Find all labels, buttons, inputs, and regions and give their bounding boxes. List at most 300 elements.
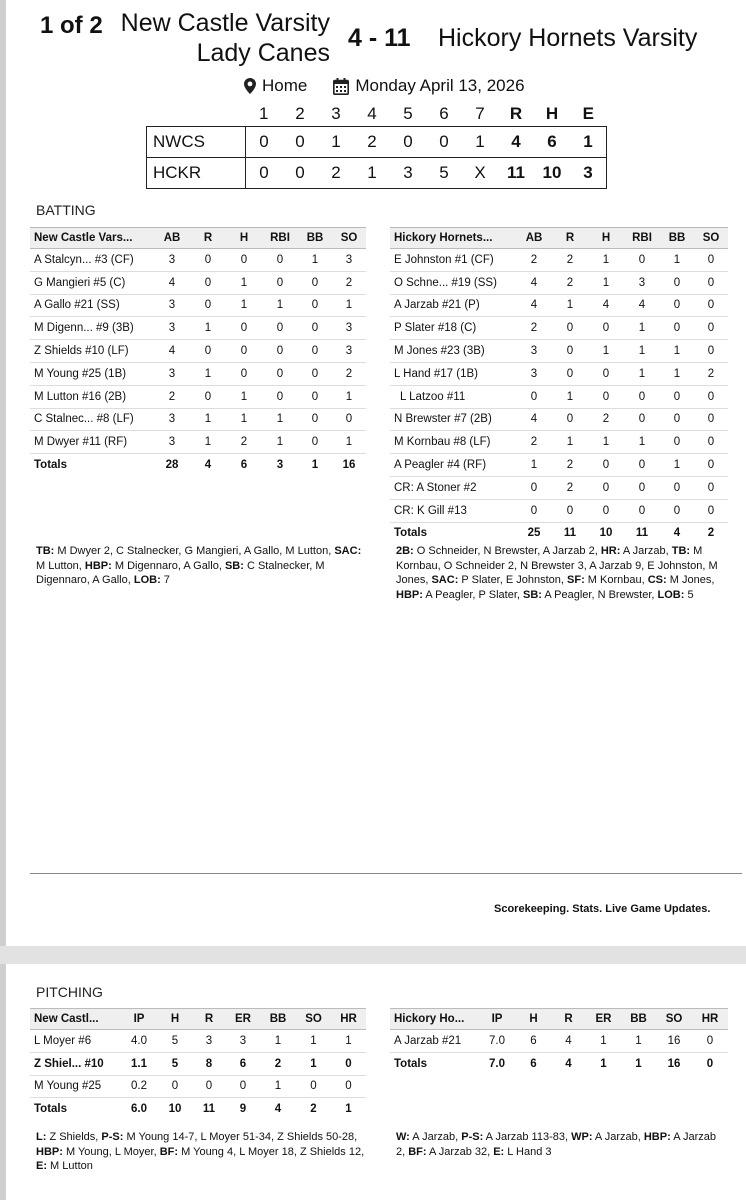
- stat-cell: 3: [332, 249, 366, 272]
- player-row: [390, 249, 728, 272]
- note-key: HBP:: [396, 588, 423, 601]
- stat-cell: 16: [342, 459, 356, 472]
- stat-cell: 0: [588, 454, 624, 477]
- stat-cell: 0: [190, 294, 226, 317]
- stat-cell: 1: [660, 249, 694, 272]
- stat-column-header: H: [516, 1009, 551, 1030]
- stat-cell: 16: [656, 1030, 692, 1053]
- stat-cell: 2: [552, 454, 588, 477]
- runs-header: R: [509, 104, 523, 123]
- home-batting-table: [30, 227, 366, 476]
- stat-cell: 2: [552, 476, 588, 499]
- stat-column-header: HR: [692, 1009, 728, 1030]
- stat-cell: 0: [226, 1075, 260, 1098]
- stat-cell: 3: [154, 317, 190, 340]
- stat-cell: 0: [262, 317, 298, 340]
- stat-column-header: BB: [660, 228, 694, 249]
- stat-cell: 1: [600, 1057, 607, 1070]
- stat-column-header: R: [551, 1009, 586, 1030]
- player-name: L Latzoo #11: [390, 385, 516, 408]
- stat-cell: 1: [296, 1052, 331, 1075]
- stat-cell: 0: [694, 317, 728, 340]
- player-name: L Hand #17 (1B): [390, 362, 516, 385]
- note-value: P Slater, E Johnston,: [458, 574, 568, 587]
- stat-cell: 1: [332, 294, 366, 317]
- stat-cell: 1: [260, 1075, 296, 1098]
- stat-cell: 0: [552, 362, 588, 385]
- stat-cell: 2: [552, 271, 588, 294]
- player-row: [390, 271, 728, 294]
- player-row: [30, 340, 366, 363]
- stat-cell: 11: [635, 527, 649, 540]
- stat-cell: 0: [694, 408, 728, 431]
- stat-cell: 10: [168, 1103, 182, 1116]
- stat-column-header: RBI: [262, 228, 298, 249]
- stat-cell: 0: [226, 249, 262, 272]
- player-name: A Gallo #21 (SS): [30, 294, 154, 317]
- stat-cell: 0: [298, 408, 332, 431]
- inning-score: 0: [403, 132, 413, 151]
- stat-cell: 2: [707, 527, 715, 540]
- stat-column-header: RBI: [624, 228, 660, 249]
- calendar-icon: [333, 78, 349, 95]
- stat-cell: 7.0: [478, 1030, 516, 1053]
- player-name: CR: K Gill #13: [390, 499, 516, 522]
- stat-cell: 5: [158, 1030, 192, 1053]
- stat-cell: 0: [331, 1052, 366, 1075]
- stat-cell: 2: [332, 362, 366, 385]
- inning-score: 0: [246, 158, 283, 189]
- player-row: [30, 249, 366, 272]
- stat-column-header: BB: [260, 1009, 296, 1030]
- stat-cell: 0: [262, 362, 298, 385]
- stat-cell: 1: [588, 271, 624, 294]
- away-batting-table: [390, 227, 728, 544]
- inning-header: 3: [331, 104, 341, 123]
- final-score: 4 - 11: [348, 24, 411, 52]
- stat-cell: 3: [154, 362, 190, 385]
- stat-cell: 0: [226, 362, 262, 385]
- game-location: Home: [262, 76, 308, 95]
- note-key: WP:: [571, 1131, 593, 1143]
- player-name: G Mangieri #5 (C): [30, 271, 154, 294]
- stat-cell: 4: [565, 1057, 572, 1070]
- stat-column-header: H: [158, 1009, 192, 1030]
- stat-cell: 0: [296, 1075, 331, 1098]
- stat-cell: 1: [624, 340, 660, 363]
- stat-cell: 0: [516, 476, 552, 499]
- inning-header: 5: [403, 104, 413, 123]
- player-name: O Schne... #19 (SS): [390, 271, 516, 294]
- note-value: M Dwyer 2, C Stalnecker, G Mangieri, A Gallo, M Lutton,: [54, 545, 335, 557]
- stat-cell: 5: [158, 1052, 192, 1075]
- stat-cell: 1: [588, 431, 624, 454]
- page-break: [0, 946, 746, 964]
- page-indicator: 1 of 2: [40, 12, 103, 39]
- player-name: L Moyer #6: [30, 1030, 120, 1053]
- stat-cell: 1: [262, 431, 298, 454]
- stat-cell: 0: [552, 340, 588, 363]
- note-key: SB:: [224, 559, 244, 572]
- stat-cell: 0: [190, 271, 226, 294]
- stat-cell: 1: [190, 431, 226, 454]
- stat-cell: 0: [192, 1075, 226, 1098]
- stat-cell: 3: [226, 1030, 260, 1053]
- inning-score: 1: [367, 163, 377, 182]
- stat-cell: 10: [599, 527, 613, 540]
- team-column-header: Hickory Ho...: [390, 1009, 478, 1030]
- game-meta: [244, 76, 525, 96]
- player-name: M Kornbau #8 (LF): [390, 431, 516, 454]
- stat-cell: 1: [624, 317, 660, 340]
- stat-cell: 3: [154, 431, 190, 454]
- stat-cell: 1: [190, 408, 226, 431]
- stat-column-header: H: [588, 228, 624, 249]
- stat-cell: 0.2: [120, 1075, 158, 1098]
- errors-total: 1: [570, 127, 607, 158]
- stat-cell: 1: [345, 1103, 352, 1116]
- stat-cell: 3: [154, 294, 190, 317]
- note-value: A Jarzab 2,: [396, 1131, 720, 1158]
- stat-cell: 1: [331, 1030, 366, 1053]
- player-row: [30, 362, 366, 385]
- stat-cell: 3: [516, 340, 552, 363]
- stat-cell: 6.0: [131, 1103, 147, 1116]
- inning-header: 4: [367, 104, 377, 123]
- note-value: A Jarzab 113-83,: [483, 1131, 572, 1143]
- stat-cell: 1: [296, 1030, 331, 1053]
- player-row: [30, 317, 366, 340]
- inning-header: 6: [439, 104, 449, 123]
- note-key: E:: [36, 1160, 47, 1173]
- note-value: M Young, L Moyer,: [62, 1145, 160, 1158]
- player-name: N Brewster #7 (2B): [390, 408, 516, 431]
- stat-cell: 0: [694, 340, 728, 363]
- footer-divider: [30, 873, 742, 874]
- stat-cell: 0: [516, 385, 552, 408]
- note-value: M Lutton: [47, 1160, 93, 1173]
- stat-cell: 1.1: [120, 1052, 158, 1075]
- note-key: BF:: [159, 1145, 179, 1158]
- stat-cell: 3: [332, 317, 366, 340]
- stat-cell: 0: [624, 408, 660, 431]
- player-name: A Jarzab #21: [390, 1030, 478, 1053]
- stat-column-header: HR: [331, 1009, 366, 1030]
- stat-cell: 0: [624, 249, 660, 272]
- player-name: M Young #25: [30, 1075, 120, 1098]
- home-team-name: New Castle Varsity Lady Canes: [120, 9, 330, 67]
- stat-column-header: SO: [332, 228, 366, 249]
- note-key: W:: [396, 1131, 410, 1143]
- note-key: BF:: [408, 1145, 427, 1158]
- stat-cell: 3: [192, 1030, 226, 1053]
- inning-score: 0: [295, 163, 305, 182]
- stat-cell: 0: [660, 408, 694, 431]
- stat-cell: 7.0: [489, 1057, 505, 1070]
- stat-cell: 1: [190, 317, 226, 340]
- note-key: SAC:: [431, 574, 459, 587]
- inning-header: 7: [475, 104, 485, 123]
- stat-column-header: IP: [478, 1009, 516, 1030]
- note-value: Z Shields,: [46, 1131, 102, 1143]
- stat-cell: 4: [516, 271, 552, 294]
- stat-cell: 1: [586, 1030, 621, 1053]
- stat-cell: 0: [588, 317, 624, 340]
- stat-cell: 0: [660, 317, 694, 340]
- note-value: O Schneider, N Brewster, A Jarzab 2,: [413, 545, 601, 557]
- table-header-row: [30, 1009, 366, 1030]
- errors-total: 3: [570, 158, 607, 189]
- note-key: TB:: [36, 545, 55, 557]
- note-value: M Kornbau,: [584, 574, 648, 587]
- stat-cell: 4: [588, 294, 624, 317]
- player-row: [390, 454, 728, 477]
- player-row: [30, 408, 366, 431]
- stat-cell: 0: [694, 431, 728, 454]
- stat-cell: 4.0: [120, 1030, 158, 1053]
- home-batting-notes: [36, 544, 370, 588]
- note-value: M Lutton,: [36, 545, 365, 572]
- player-row: [390, 362, 728, 385]
- totals-row: [390, 522, 728, 544]
- stat-cell: 0: [298, 271, 332, 294]
- home-pitching-notes: [36, 1130, 366, 1174]
- stat-cell: 1: [588, 249, 624, 272]
- stat-cell: 11: [202, 1103, 216, 1116]
- away-pitching-notes: [396, 1130, 726, 1159]
- stat-cell: 0: [694, 385, 728, 408]
- map-marker-icon: [244, 78, 256, 94]
- stat-cell: 1: [262, 294, 298, 317]
- stat-cell: 0: [331, 1075, 366, 1098]
- tagline: Scorekeeping. Stats. Live Game Updates.: [494, 903, 711, 915]
- hits-header: H: [545, 104, 559, 123]
- note-key: HR:: [600, 545, 621, 557]
- hits-total: 10: [542, 163, 562, 182]
- note-value: 7: [160, 574, 170, 587]
- hits-total: 6: [547, 132, 557, 151]
- stat-cell: 2: [516, 249, 552, 272]
- stat-cell: 1: [332, 431, 366, 454]
- stat-cell: 4: [516, 408, 552, 431]
- totals-label: Totals: [394, 1057, 428, 1070]
- stat-cell: 2: [516, 317, 552, 340]
- inning-score: 0: [246, 127, 283, 158]
- linescore-row: [147, 158, 607, 189]
- inning-score: 2: [331, 163, 341, 182]
- stat-cell: 0: [624, 454, 660, 477]
- stat-cell: 0: [552, 408, 588, 431]
- stat-cell: 1: [226, 408, 262, 431]
- inning-score: 0: [295, 132, 305, 151]
- team-column-header: New Castle Vars...: [30, 228, 154, 249]
- note-key: TB:: [671, 545, 691, 557]
- note-key: SB:: [522, 588, 542, 601]
- stat-cell: 1: [298, 249, 332, 272]
- stat-cell: 4: [516, 294, 552, 317]
- stat-cell: 0: [588, 362, 624, 385]
- player-row: [390, 499, 728, 522]
- stat-cell: 2: [260, 1052, 296, 1075]
- stat-cell: 4: [624, 294, 660, 317]
- away-team-name: Hickory Hornets Varsity: [438, 24, 698, 52]
- runs-total: 4: [511, 132, 521, 151]
- stat-column-header: AB: [516, 228, 552, 249]
- stat-cell: 2: [226, 431, 262, 454]
- team-column-header: New Castl...: [30, 1009, 120, 1030]
- stat-cell: 0: [588, 499, 624, 522]
- stat-column-header: R: [552, 228, 588, 249]
- batting-section-title: BATTING: [36, 202, 96, 218]
- errors-header: E: [582, 104, 594, 123]
- player-row: [30, 431, 366, 454]
- player-row: [30, 1052, 366, 1075]
- inning-score: 1: [475, 132, 485, 151]
- stat-cell: 0: [588, 385, 624, 408]
- stat-cell: 11: [563, 527, 577, 540]
- note-key: P-S:: [461, 1131, 484, 1143]
- inning-score: X: [474, 163, 486, 182]
- totals-row: [30, 454, 366, 476]
- stat-cell: 16: [667, 1057, 681, 1070]
- player-name: M Jones #23 (3B): [390, 340, 516, 363]
- stat-cell: 0: [262, 385, 298, 408]
- note-key: E:: [493, 1145, 505, 1158]
- note-value: M Jones,: [666, 574, 718, 587]
- stat-cell: 0: [516, 499, 552, 522]
- note-key: HBP:: [84, 559, 112, 572]
- stat-cell: 2: [552, 249, 588, 272]
- page-left-edge: [0, 964, 6, 1200]
- stat-cell: 0: [190, 385, 226, 408]
- note-value: A Jarzab 32,: [426, 1145, 494, 1158]
- stat-cell: 3: [276, 459, 284, 472]
- runs-total: 11: [507, 163, 525, 182]
- stat-cell: 3: [624, 271, 660, 294]
- inning-score: 3: [403, 163, 413, 182]
- note-value: A Jarzab,: [409, 1131, 462, 1143]
- stat-cell: 0: [298, 294, 332, 317]
- stat-cell: 4: [673, 527, 681, 540]
- totals-label: Totals: [34, 459, 68, 472]
- stat-cell: 0: [692, 1030, 728, 1053]
- player-row: [30, 271, 366, 294]
- stat-cell: 1: [516, 454, 552, 477]
- inning-header: 2: [295, 104, 305, 123]
- player-row: [30, 294, 366, 317]
- stat-column-header: ER: [226, 1009, 260, 1030]
- player-name: M Digenn... #9 (3B): [30, 317, 154, 340]
- player-name: A Peagler #4 (RF): [390, 454, 516, 477]
- stat-cell: 1: [621, 1030, 656, 1053]
- stat-cell: 3: [332, 340, 366, 363]
- stat-cell: 1: [226, 271, 262, 294]
- stat-cell: 0: [660, 499, 694, 522]
- pitching-section-title: PITCHING: [36, 984, 103, 1000]
- stat-cell: 2: [332, 271, 366, 294]
- note-value: M Young 4, L Moyer 18, Z Shields 12,: [178, 1145, 368, 1158]
- stat-column-header: R: [190, 228, 226, 249]
- player-row: [390, 340, 728, 363]
- note-key: HBP:: [643, 1131, 671, 1143]
- player-name: Z Shiel... #10: [30, 1052, 120, 1075]
- stat-cell: 0: [694, 249, 728, 272]
- stat-cell: 0: [190, 249, 226, 272]
- player-row: [390, 294, 728, 317]
- stat-column-header: SO: [656, 1009, 692, 1030]
- stat-cell: 1: [660, 454, 694, 477]
- stat-cell: 0: [298, 431, 332, 454]
- note-value: 5: [684, 588, 694, 601]
- player-name: E Johnston #1 (CF): [390, 249, 516, 272]
- team-abbr: NWCS: [147, 127, 246, 158]
- player-row: [30, 385, 366, 408]
- note-value: L Hand 3: [504, 1145, 552, 1158]
- stat-cell: 1: [624, 362, 660, 385]
- stat-column-header: BB: [298, 228, 332, 249]
- stat-cell: 0: [226, 317, 262, 340]
- stat-cell: 0: [694, 454, 728, 477]
- inning-score: 1: [331, 132, 341, 151]
- note-key: SAC:: [334, 545, 362, 557]
- note-value: C Stalnecker, M Digennaro, A Gallo,: [36, 559, 328, 587]
- note-value: A Peagler, P Slater,: [422, 588, 523, 601]
- stat-cell: 1: [262, 408, 298, 431]
- stat-cell: 1: [660, 340, 694, 363]
- stat-cell: 2: [516, 431, 552, 454]
- stat-cell: 2: [588, 408, 624, 431]
- player-row: [390, 408, 728, 431]
- stat-cell: 0: [158, 1075, 192, 1098]
- note-value: A Jarzab,: [592, 1131, 644, 1143]
- totals-row: [390, 1052, 728, 1074]
- player-row: [390, 1030, 728, 1053]
- stat-column-header: SO: [296, 1009, 331, 1030]
- stat-cell: 0: [694, 476, 728, 499]
- stat-cell: 1: [635, 1057, 642, 1070]
- stat-cell: 1: [332, 385, 366, 408]
- stat-cell: 0: [660, 476, 694, 499]
- player-name: Z Shields #10 (LF): [30, 340, 154, 363]
- note-value: A Peagler, N Brewster,: [541, 588, 658, 601]
- stat-cell: 6: [226, 1052, 260, 1075]
- stat-cell: 9: [239, 1103, 247, 1116]
- stat-column-header: R: [192, 1009, 226, 1030]
- player-row: [30, 1030, 366, 1053]
- table-header-row: [390, 1009, 728, 1030]
- stat-cell: 0: [624, 499, 660, 522]
- stat-column-header: ER: [586, 1009, 621, 1030]
- stat-cell: 1: [311, 459, 319, 472]
- player-name: A Stalcyn... #3 (CF): [30, 249, 154, 272]
- stat-cell: 1: [552, 294, 588, 317]
- stat-cell: 0: [694, 294, 728, 317]
- stat-cell: 0: [226, 340, 262, 363]
- home-pitching-table: [30, 1008, 366, 1120]
- stat-cell: 0: [660, 271, 694, 294]
- stat-cell: 0: [694, 499, 728, 522]
- stat-cell: 4: [154, 271, 190, 294]
- team-abbr: HCKR: [147, 158, 246, 189]
- player-name: C Stalnec... #8 (LF): [30, 408, 154, 431]
- stat-column-header: IP: [120, 1009, 158, 1030]
- note-key: CS:: [647, 574, 667, 587]
- note-key: LOB:: [657, 588, 685, 601]
- player-name: P Slater #18 (C): [390, 317, 516, 340]
- stat-cell: 0: [588, 476, 624, 499]
- note-key: 2B:: [396, 545, 414, 557]
- inning-score: 5: [439, 163, 449, 182]
